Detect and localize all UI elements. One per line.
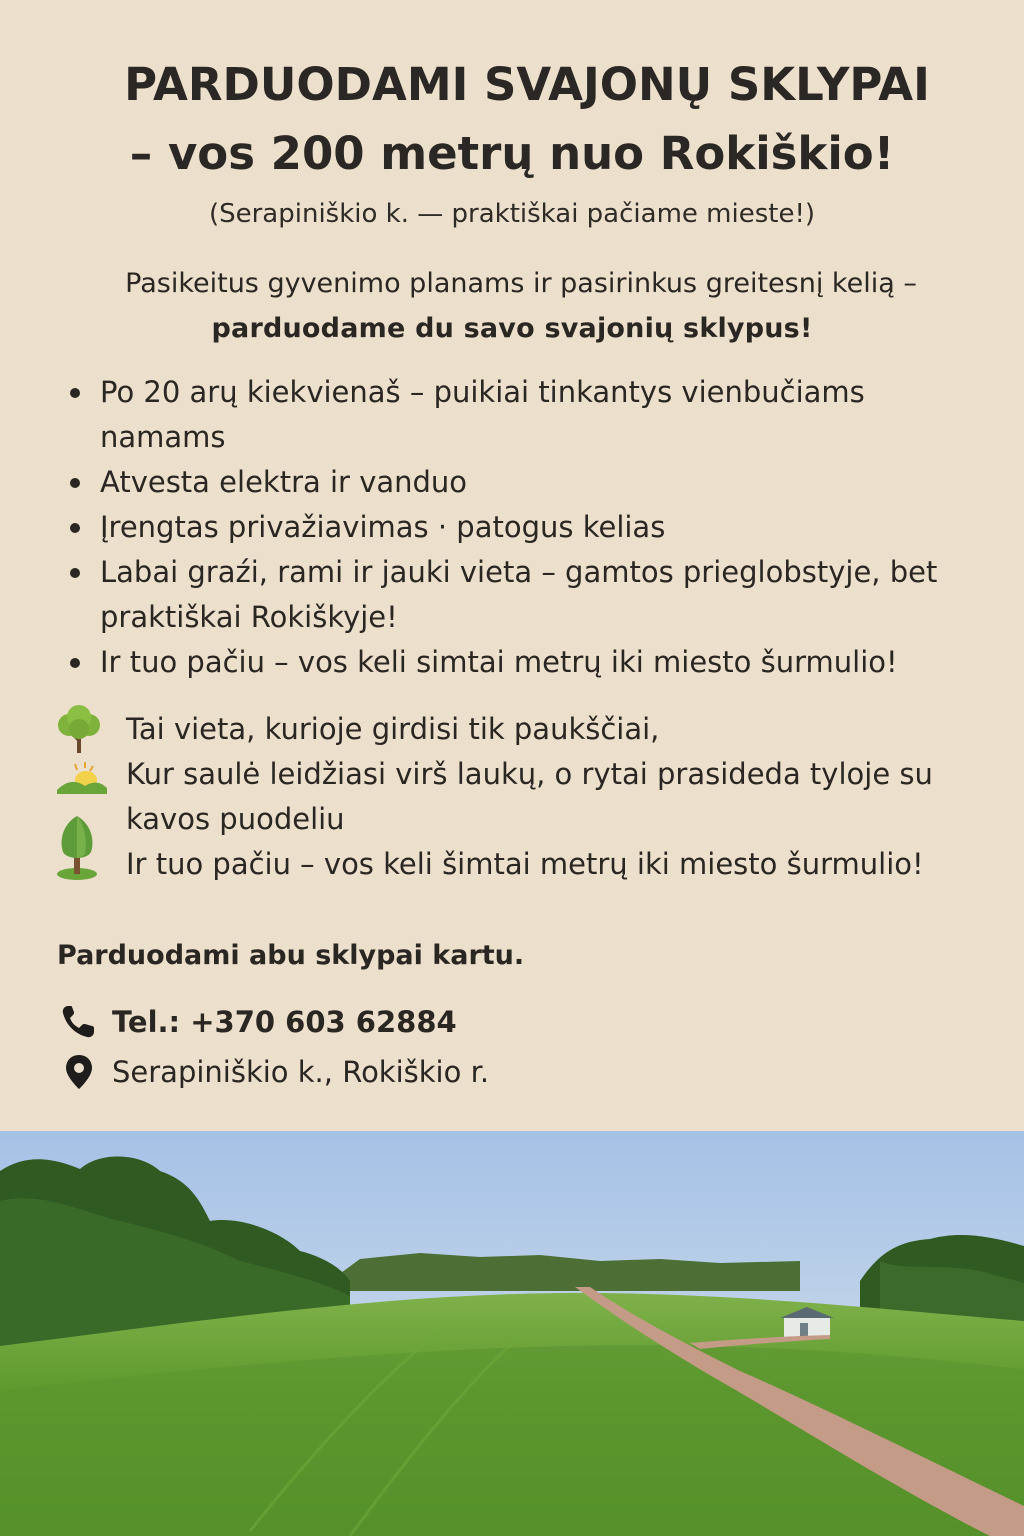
feature-text: Ir tuo pačiu – vos keli simtai metrų iki miesto šurmulio! xyxy=(100,645,898,679)
bullet-dot-icon xyxy=(70,478,80,488)
nature-line xyxy=(55,707,995,752)
intro-line2: parduodame du savo svajonių sklypus! xyxy=(211,313,813,344)
bullet-dot-icon xyxy=(70,658,80,668)
subtitle: (Serapiniškio k. — praktiškai pačiame mieste!) xyxy=(208,199,816,229)
nature-text: Tai vieta, kurioje girdisi tik paukščiai, xyxy=(126,712,660,746)
green-tree-icon xyxy=(55,814,99,880)
sunset-field-icon xyxy=(55,758,107,794)
intro-line1: Pasikeitus gyvenimo planams ir pasirinkus greitesnį kelią – xyxy=(125,268,917,299)
feature-text: Įrengtas privažiavimas · patogus kelias xyxy=(100,510,666,544)
address-label: Serapiniškio k., Rokiškio r. xyxy=(112,1055,490,1089)
location-pin-icon xyxy=(64,1054,94,1090)
sale-note: Parduodami abu sklypai kartu. xyxy=(57,940,525,971)
headline-line2: – vos 200 metrų nuo Rokiškio! xyxy=(129,127,895,180)
feature-list xyxy=(70,370,990,685)
bullet-dot-icon xyxy=(70,523,80,533)
feature-item xyxy=(70,370,990,460)
tree-icon xyxy=(55,705,103,755)
feature-text: Po 20 arų kiekvienaš – puikiai tinkantys vienbučiams namams xyxy=(100,375,865,454)
bullet-dot-icon xyxy=(70,388,80,398)
feature-text: Labai graźi, rami ir jauki vieta – gamtos prieglobstyje, bet praktiškai Rokiškyje! xyxy=(100,555,938,634)
countryside-photo xyxy=(0,1131,1024,1536)
bullet-dot-icon xyxy=(70,568,80,578)
phone-label[interactable]: Tel.: +370 603 62884 xyxy=(112,1005,457,1039)
feature-item xyxy=(70,640,990,685)
nature-line xyxy=(55,842,995,887)
headline-line1: PARDUODAMI SVAJONŲ SKLYPAI xyxy=(124,58,930,111)
feature-item xyxy=(70,505,990,550)
phone-icon xyxy=(60,1004,96,1040)
nature-line xyxy=(55,752,995,842)
nature-text: Ir tuo pačiu – vos keli šimtai metrų iki miesto šurmulio! xyxy=(126,847,924,881)
feature-item xyxy=(70,550,990,640)
nature-section xyxy=(55,707,995,887)
feature-item xyxy=(70,460,990,505)
nature-text: Kur saulė leidžiasi virš laukų, o rytai prasideda tyloje su kavos puodeliu xyxy=(126,757,933,836)
feature-text: Atvesta elektra ir vanduo xyxy=(100,465,468,499)
